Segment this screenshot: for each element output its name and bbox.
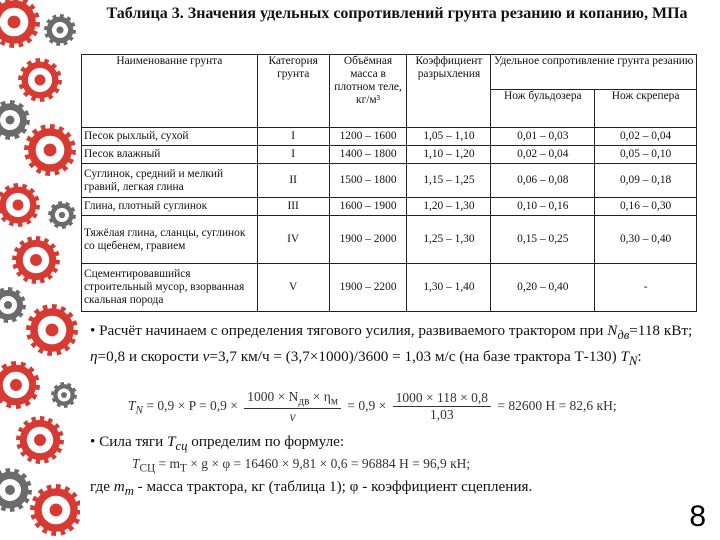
decorative-gears-strip [0,0,80,540]
cell-category: IV [257,216,329,264]
cell-density: 1900 – 2000 [329,216,407,264]
cell-scraper: 0,30 – 0,40 [595,216,697,264]
cell-density: 1900 – 2200 [329,264,407,312]
gear-icon [51,382,77,408]
cell-category: III [257,198,329,216]
cell-bulldozer: 0,02 – 0,04 [491,146,595,164]
gear-icon [0,468,32,512]
cell-loosening: 1,15 – 1,25 [407,164,491,198]
gear-icon [48,201,76,229]
cell-loosening: 1,30 – 1,40 [407,264,491,312]
cell-soil-name: Сцементировавшийся строительный мусор, взорванная скальная порода [82,264,258,312]
cell-bulldozer: 0,20 – 0,40 [491,264,595,312]
formula-traction-force: $T_N = 0,9 \times P = 0,9$ × $\frac{1000 \times N_{дв} \times \eta_м}{v}$ = 0,9 × $\frac{1000 \times 118 \times 0,8}{1,03}$ = 82600 Н = 82,6 кН; [128,389,617,424]
cell-scraper: 0,05 – 0,10 [595,146,697,164]
cell-loosening: 1,05 – 1,10 [407,128,491,146]
page-title: Таблица 3. Значения удельных сопротивлений грунта резанию и копанию, МПа [106,5,688,22]
table-row [82,216,697,264]
table-row [82,198,697,216]
cell-density: 1200 – 1600 [329,128,407,146]
cell-bulldozer: 0,10 – 0,16 [491,198,595,216]
cell-density: 1500 – 1800 [329,164,407,198]
gear-icon [30,484,80,536]
table-row [82,128,697,146]
cell-bulldozer: 0,06 – 0,08 [491,164,595,198]
table-row [82,164,697,198]
cell-density: 1400 – 1800 [329,146,407,164]
cell-soil-name: Суглинок, средний и мелкий гравий, легкая глина [82,164,258,198]
col-header-resistance: Удельное сопротивление грунта резанию [491,55,697,90]
cell-bulldozer: 0,15 – 0,25 [491,216,595,264]
table-row [82,146,697,164]
col-header-name: Наименование грунта [82,55,258,128]
gear-icon [0,0,40,48]
formula-adhesion-force: $T_{СЦ} = m_T \times g \times \varphi = 16460 \times 9,81 \times 0,6 = 96884$ Н = 96,9 кН; [132,456,471,475]
col-header-bulldozer: Нож бульдозера [491,90,595,128]
paragraph-notation: где $m_т$ - масса трактора, кг (таблица 1); φ - коэффициент сцепления. [90,478,533,499]
cell-category: V [257,264,329,312]
cell-loosening: 1,25 – 1,30 [407,216,491,264]
cell-soil-name: Песок рыхлый, сухой [82,128,258,146]
col-header-density: Объёмная масса в плотном теле, кг/м³ [329,55,407,128]
cell-density: 1600 – 1900 [329,198,407,216]
page-number: 8 [689,500,706,533]
gear-icon [24,124,76,176]
table-row [82,264,697,312]
cell-scraper: 0,16 – 0,30 [595,198,697,216]
gear-icon [16,416,64,464]
gear-icon [0,361,40,409]
cell-loosening: 1,10 – 1,20 [407,146,491,164]
gear-icon [12,236,60,284]
gear-icon [0,183,40,227]
table-header-row [82,55,697,90]
col-header-category: Категория грунта [257,55,329,128]
cell-soil-name: Глина, плотный суглинок [82,198,258,216]
cell-category: I [257,128,329,146]
col-header-scraper: Нож скрепера [595,90,697,128]
cell-loosening: 1,20 – 1,30 [407,198,491,216]
paragraph-traction-intro: • Расчёт начинаем с определения тягового усилия, развиваемого трактором при $N_{дв}=118$ кВт; η=0,8 и скорости v=3,7 км/ч = (3,7×1000)/3600 = 1,03 м/с (на базе трактора Т-130) $T_N$: [90,322,693,369]
cell-soil-name: Тяжёлая глина, сланцы, суглинок со щебенем, гравием [82,216,258,264]
cell-scraper: 0,09 – 0,18 [595,164,697,198]
paragraph-adhesion-force: • Сила тяги $T_{сц}$ определим по формуле: [90,433,345,454]
gear-icon [0,100,30,140]
cell-soil-name: Песок влажный [82,146,258,164]
gear-icon [18,58,62,102]
cell-category: I [257,146,329,164]
col-header-loosening: Коэффициент разрыхления [407,55,491,128]
gear-icon [44,14,76,46]
soil-resistance-table [81,54,697,312]
gear-icon [26,304,78,356]
gear-icon [0,287,26,323]
cell-category: II [257,164,329,198]
cell-scraper: - [595,264,697,312]
cell-scraper: 0,02 – 0,04 [595,128,697,146]
cell-bulldozer: 0,01 – 0,03 [491,128,595,146]
